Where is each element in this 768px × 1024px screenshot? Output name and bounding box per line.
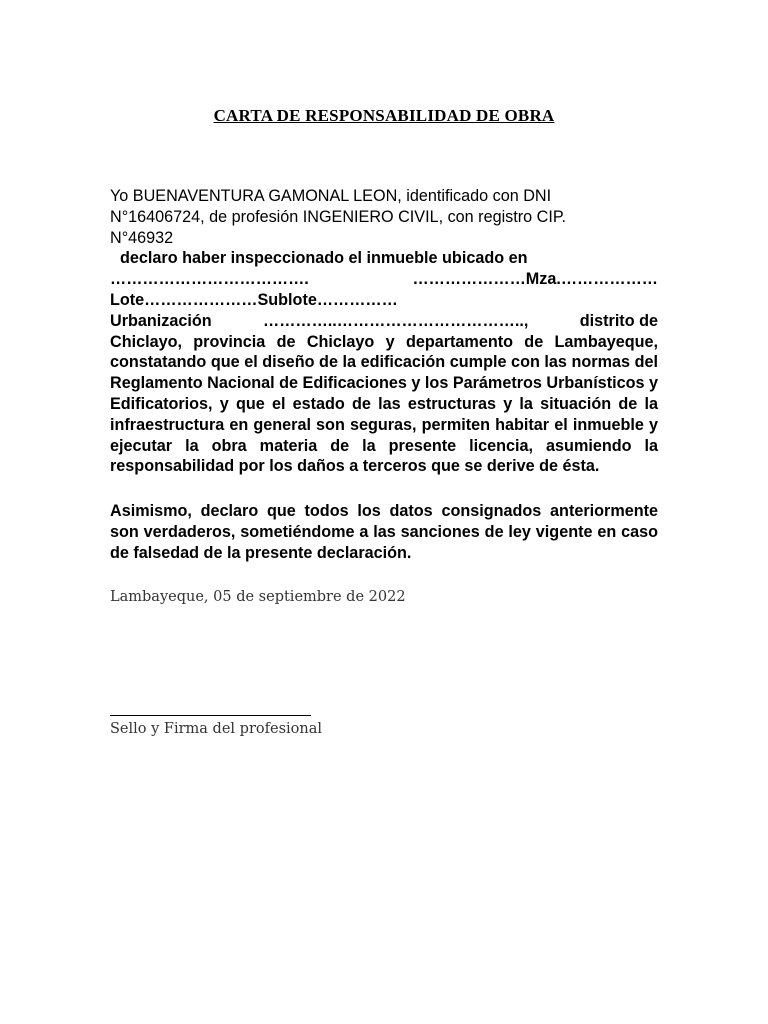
address-line	[110, 269, 658, 290]
distrito-label: distrito de	[579, 311, 658, 330]
declaration-line-1	[110, 186, 658, 207]
lote-sublote-line: Lote…………………Sublote……………	[110, 290, 398, 309]
signature-line	[110, 715, 311, 716]
signature-label: Sello y Firma del profesional	[110, 721, 322, 737]
document-title: CARTA DE RESPONSABILIDAD DE OBRA	[213, 106, 555, 125]
declaration-paragraph	[110, 186, 658, 477]
declaration-line-2	[110, 207, 658, 228]
affirmation-paragraph: Asimismo, declaro que todos los datos consignados anteriormente son verdaderos, sometiéndome a las sanciones de ley vigente en caso de falsedad de la presente declaración.	[110, 502, 658, 562]
mza-blank: …………………Mza.………………	[412, 270, 658, 289]
date-line: Lambayeque, 05 de septiembre de 2022	[110, 589, 406, 605]
profession-text: N°16406724, de profesión INGENIERO CIVIL, con registro CIP.	[110, 207, 567, 226]
declarant-name-text: Yo BUENAVENTURA GAMONAL LEON, identificado con DNI	[110, 187, 552, 205]
cip-number-text: N°46932	[110, 228, 174, 247]
address-blank: ……………………………….	[110, 270, 309, 289]
declaration-line-4	[110, 248, 658, 269]
urbanizacion-label: Urbanización	[110, 311, 212, 330]
inspection-text: declaro haber inspeccionado el inmueble ubicado en	[120, 249, 528, 268]
urbanizacion-line	[110, 311, 658, 332]
urbanizacion-blank: …………..……………………………..,	[263, 311, 529, 330]
declaration-body-text: Chiclayo, provincia de Chiclayo y departamento de Lambayeque, constatando que el diseño de la edificación cumple con las normas del Reglamento Nacional de Edificaciones y los Parámetros Urbanísticos y Edificatorios, y que el estado de las estructuras y la situación de la infraestructura en general son seguras, permiten habitar el inmueble y ejecutar la obra materia de la presente licencia, asumiendo la responsabilidad por los daños a terceros que se derive de ésta.	[110, 332, 658, 476]
